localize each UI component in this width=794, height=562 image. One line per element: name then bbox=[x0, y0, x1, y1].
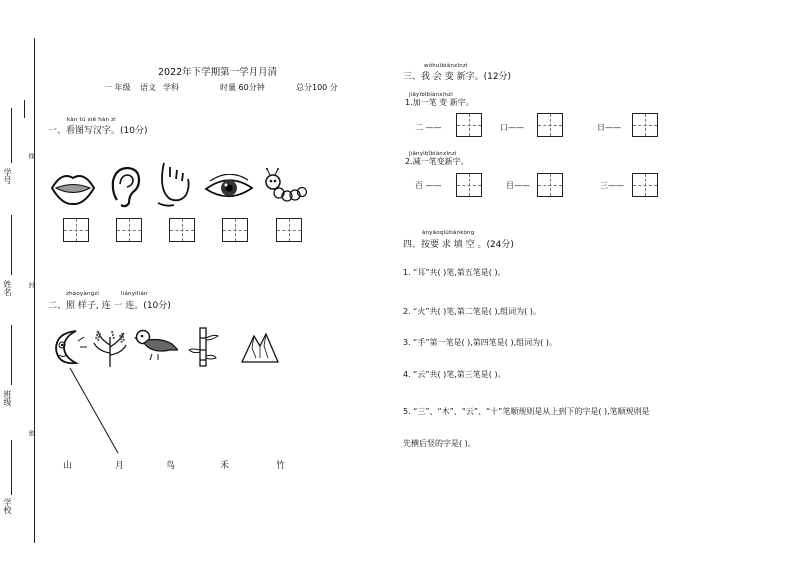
remove-stroke-2-grid[interactable] bbox=[537, 173, 563, 197]
page-title: 2022年下学期第一学月月清 bbox=[158, 67, 278, 78]
grade: 一 年级 bbox=[104, 83, 131, 92]
question-5-line-2: 先横后竖的字是( )。 bbox=[403, 439, 476, 448]
label-school: 学校 bbox=[3, 498, 12, 514]
section3-sub1-pinyin: jiāyìbǐbiànxīnzì bbox=[409, 92, 453, 98]
section1-title: 一、看图写汉字。(10分) bbox=[48, 126, 148, 136]
remove-stroke-1-grid[interactable] bbox=[456, 173, 482, 197]
char-moon: 月 bbox=[115, 461, 125, 471]
char-grain: 禾 bbox=[220, 461, 230, 471]
time-limit: 时量 60分钟 bbox=[220, 83, 265, 92]
remove-stroke-1-label: 百 —— bbox=[415, 181, 442, 190]
section1-pinyin: kàn tú xiě hàn zì bbox=[67, 117, 116, 123]
remove-stroke-2-label: 目—— bbox=[506, 181, 530, 190]
add-stroke-3-label: 日—— bbox=[597, 123, 621, 132]
section2-pinyin-1: zhàoyàngzi bbox=[66, 291, 100, 297]
add-stroke-1-grid[interactable] bbox=[456, 113, 482, 137]
question-1: 1. “耳”共( )笔,第五笔是( )。 bbox=[403, 268, 506, 277]
char-bamboo: 竹 bbox=[276, 461, 286, 471]
remove-stroke-3-label: 三—— bbox=[600, 181, 624, 190]
mark-secret: 密 bbox=[27, 430, 34, 436]
section2-title: 二、照 样子, 连 一 连。(10分) bbox=[48, 301, 171, 311]
section3-title: 三、我 会 变 新字。(12分) bbox=[403, 72, 512, 82]
section4-pinyin: ànyāoqiútiánkòng bbox=[422, 230, 475, 236]
question-3: 3. “手”第一笔是( ),第四笔是( ),组词为( )。 bbox=[403, 338, 557, 347]
section3-sub2: 2.减一笔变新字。 bbox=[405, 157, 469, 166]
add-stroke-2-label: 口—— bbox=[500, 123, 524, 132]
subject: 语文 bbox=[140, 83, 156, 92]
char-bird: 鸟 bbox=[166, 461, 176, 471]
section2-pinyin-2: liányilián bbox=[121, 291, 148, 297]
remove-stroke-3-grid[interactable] bbox=[632, 173, 658, 197]
mark-seal: 封 bbox=[27, 282, 34, 288]
add-stroke-1-label: 二 —— bbox=[415, 123, 442, 132]
section4-title: 四、按要 求 填 空 。(24分) bbox=[403, 240, 514, 250]
add-stroke-2-grid[interactable] bbox=[537, 113, 563, 137]
label-class: 班级 bbox=[3, 390, 12, 406]
question-2: 2. “火”共( )笔,第二笔是( ),组词为( )。 bbox=[403, 307, 541, 316]
total-score: 总分100 分 bbox=[296, 83, 338, 92]
section3-sub2-pinyin: jiǎnyìbǐbiànxīnzì bbox=[409, 151, 457, 157]
section3-sub1: 1.加一笔 变 新字。 bbox=[405, 98, 474, 107]
label-student-id: 学号 bbox=[3, 168, 12, 184]
add-stroke-3-grid[interactable] bbox=[632, 113, 658, 137]
section3-pinyin: wǒhuìbiànxīnzì bbox=[424, 63, 468, 69]
question-4: 4. “云”共( )笔,第三笔是( )。 bbox=[403, 370, 506, 379]
char-mountain: 山 bbox=[63, 461, 73, 471]
question-5-line-1: 5. “三”、“木”、“云”、“十”笔顺规则是从上到下的字是( ),笔顺规则是 bbox=[403, 407, 650, 416]
subject-suffix: 学科 bbox=[163, 83, 179, 92]
mark-line: 线 bbox=[27, 153, 34, 159]
label-name: 姓名 bbox=[3, 280, 12, 296]
